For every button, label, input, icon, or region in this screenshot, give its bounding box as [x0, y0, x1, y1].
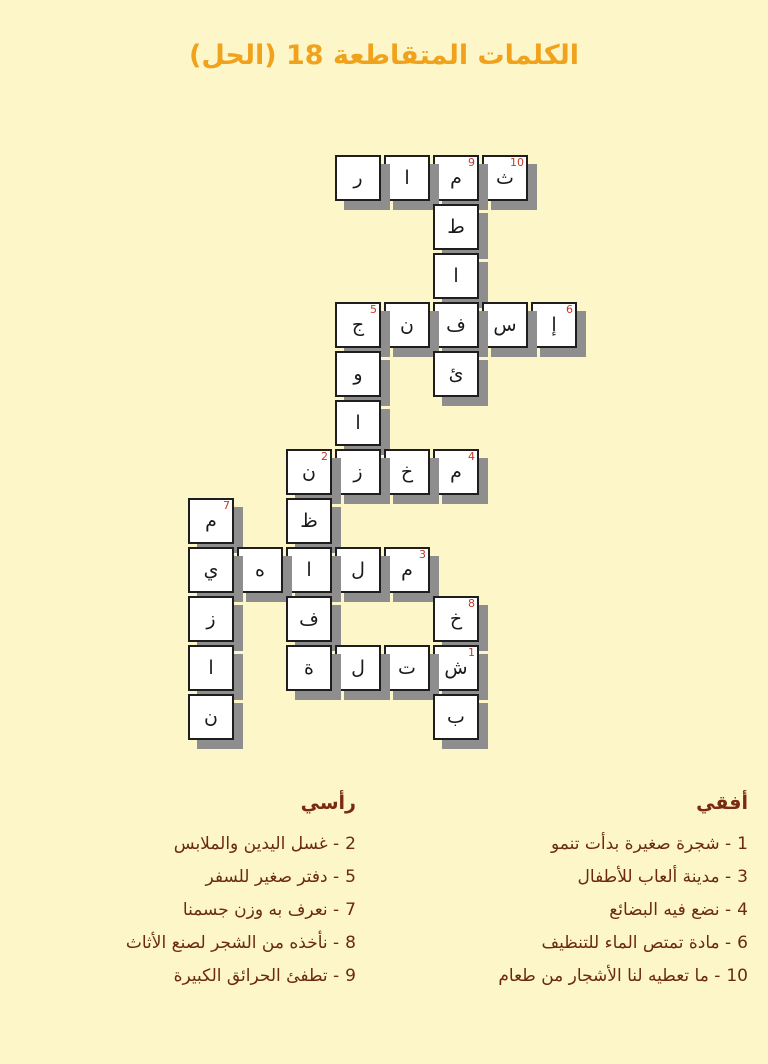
crossword-cell: [237, 547, 283, 593]
crossword-cell: [433, 645, 479, 691]
crossword-cell: [531, 302, 577, 348]
clue-text: - شجرة صغيرة بدأت تنمو: [551, 834, 732, 854]
cell-letter: و: [353, 363, 363, 385]
across-clue: [418, 927, 748, 960]
cell-letter: ا: [306, 559, 312, 581]
cell-letter: ا: [355, 412, 361, 434]
crossword-cell: [335, 449, 381, 495]
clue-number: 4: [737, 900, 748, 920]
cell-clue-number: 3: [419, 548, 426, 561]
down-clue: [16, 894, 356, 927]
crossword-cell: [384, 547, 430, 593]
clue-number: 2: [345, 834, 356, 854]
clue-number: 8: [345, 933, 356, 953]
crossword-cell: [286, 596, 332, 642]
cell-letter: ج: [351, 314, 365, 336]
across-clue: [418, 861, 748, 894]
cell-letter: م: [401, 559, 413, 581]
crossword-cell: [433, 596, 479, 642]
clue-text: - مدينة ألعاب للأطفال: [577, 867, 732, 887]
crossword-cell: [286, 449, 332, 495]
cell-clue-number: 10: [510, 156, 524, 169]
clue-number: 10: [726, 966, 748, 986]
cell-clue-number: 4: [468, 450, 475, 463]
crossword-cell: [482, 155, 528, 201]
cell-letter: خ: [449, 608, 463, 630]
cell-letter: ل: [351, 559, 365, 581]
cell-letter: ظ: [300, 510, 318, 532]
clue-text: - مادة تمتص الماء للتنظيف: [541, 933, 732, 953]
clue-text: - دفتر صغير للسفر: [205, 867, 340, 887]
cell-clue-number: 8: [468, 597, 475, 610]
crossword-cell: [188, 694, 234, 740]
cell-clue-number: 6: [566, 303, 573, 316]
clue-number: 9: [345, 966, 356, 986]
clue-text: - تطفئ الحرائق الكبيرة: [173, 966, 340, 986]
clue-text: - نضع فيه البضائع: [609, 900, 732, 920]
down-clue: [16, 828, 356, 861]
cell-letter: س: [493, 314, 517, 336]
crossword-cell: [433, 155, 479, 201]
crossword-cell: [286, 645, 332, 691]
clue-number: 3: [737, 867, 748, 887]
crossword-cell: [286, 547, 332, 593]
cell-letter: م: [205, 510, 217, 532]
crossword-cell: [335, 351, 381, 397]
across-clue: [418, 894, 748, 927]
clue-number: 7: [345, 900, 356, 920]
cell-letter: ه: [255, 559, 265, 581]
cell-letter: ف: [446, 314, 466, 336]
cell-letter: ئ: [448, 363, 464, 385]
down-heading: رأسي: [300, 792, 356, 814]
cell-letter: إ: [551, 314, 557, 336]
cell-clue-number: 5: [370, 303, 377, 316]
cell-letter: م: [450, 167, 462, 189]
down-clue: [16, 927, 356, 960]
crossword-cell: [384, 155, 430, 201]
clue-text: - ما تعطيه لنا الأشجار من طعام: [498, 966, 721, 986]
crossword-cell: [335, 302, 381, 348]
crossword-cell: [433, 694, 479, 740]
cell-letter: خ: [400, 461, 414, 483]
across-clue: [418, 828, 748, 861]
crossword-cell: [188, 596, 234, 642]
across-clues: [418, 792, 748, 993]
down-clue: [16, 960, 356, 993]
crossword-cell: [335, 155, 381, 201]
cell-letter: ف: [299, 608, 319, 630]
crossword-cell: [286, 498, 332, 544]
cell-clue-number: 2: [321, 450, 328, 463]
cell-letter: م: [450, 461, 462, 483]
cell-letter: ي: [203, 559, 219, 581]
crossword-cell: [433, 204, 479, 250]
cell-letter: ث: [496, 167, 514, 189]
cell-letter: ن: [400, 314, 414, 336]
clue-number: 1: [737, 834, 748, 854]
crossword-cell: [384, 645, 430, 691]
crossword-cell: [433, 449, 479, 495]
clue-text: - غسل اليدين والملابس: [173, 834, 340, 854]
crossword-cell: [482, 302, 528, 348]
crossword-cell: [384, 449, 430, 495]
cell-letter: ش: [444, 657, 468, 679]
cell-clue-number: 7: [223, 499, 230, 512]
cell-letter: ز: [353, 461, 363, 483]
crossword-cell: [433, 302, 479, 348]
cell-letter: ط: [447, 216, 465, 238]
cell-clue-number: 9: [468, 156, 475, 169]
page-title: الكلمات المتقاطعة 18 (الحل): [188, 40, 580, 71]
cell-letter: ل: [351, 657, 365, 679]
clue-text: - نعرف به وزن جسمنا: [182, 900, 340, 920]
cell-letter: ة: [304, 657, 314, 679]
cell-clue-number: 1: [468, 646, 475, 659]
crossword-cell: [433, 351, 479, 397]
clue-number: 5: [345, 867, 356, 887]
crossword-cell: [433, 253, 479, 299]
cell-letter: ب: [447, 706, 465, 728]
cell-letter: ن: [204, 706, 218, 728]
clue-text: - نأخذه من الشجر لصنع الأثاث: [125, 933, 340, 953]
cell-letter: ر: [353, 167, 363, 189]
across-clue: [418, 960, 748, 993]
cell-letter: ا: [208, 657, 214, 679]
clue-number: 6: [737, 933, 748, 953]
crossword-cell: [188, 547, 234, 593]
crossword-cell: [335, 547, 381, 593]
cell-letter: ا: [453, 265, 459, 287]
crossword-cell: [188, 645, 234, 691]
cell-letter: ز: [206, 608, 216, 630]
cell-letter: ت: [398, 657, 416, 679]
crossword-cell: [188, 498, 234, 544]
crossword-cell: [335, 645, 381, 691]
down-clue: [16, 861, 356, 894]
crossword-cell: [335, 400, 381, 446]
down-clues: [16, 792, 356, 993]
crossword-cell: [384, 302, 430, 348]
across-heading: أفقي: [696, 792, 748, 814]
cell-letter: ا: [404, 167, 410, 189]
cell-letter: ن: [302, 461, 316, 483]
